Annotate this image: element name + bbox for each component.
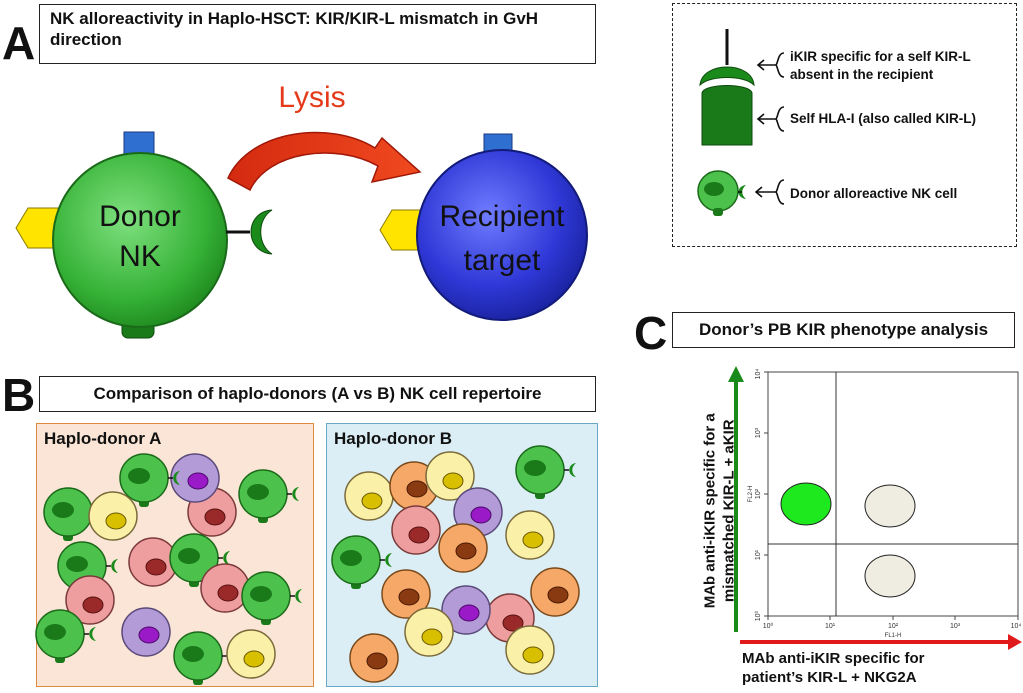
x-axis-label: MAb anti-iKIR specific for patient’s KIR-L + NKG2A [742,650,925,686]
donor-a-label: Haplo-donor A [44,429,162,448]
population-lower-right [865,555,915,597]
x-tick-2: 10² [887,623,899,630]
x-tick-4: 10⁴ [1010,623,1022,630]
population-green [781,483,831,525]
y-axis-label: MAb anti-iKIR specific for a mismatched KIR-L + aKIR [701,413,737,609]
legend-nk-nucleus [704,182,724,196]
y-tick-1: 10¹ [755,549,762,561]
x-tick-0: 10⁰ [762,623,774,630]
panel-c-title: Donor’s PB KIR phenotype analysis [672,312,1015,348]
legend-ikir-cup-icon [700,67,754,85]
panel-b-letter: B [2,369,36,421]
donor-cell-label-1: Donor [99,200,181,233]
legend-nk-stub [713,208,723,216]
donor-b-label: Haplo-donor B [334,429,453,448]
legend-item-hla: Self HLA-I (also called KIR-L) [790,111,977,126]
legend-arrow-1 [758,60,776,70]
x-tick-3: 10³ [949,623,961,630]
panel-a-title: NK alloreactivity in Haplo-HSCT: KIR/KIR-L mismatch in GvH direction [39,4,596,64]
legend-hla-icon [702,86,752,146]
panel-c-letter: C [634,307,668,359]
population-upper-right [865,485,915,527]
recipient-cell-label-1: Recipient [439,200,565,233]
y-tick-4: 10⁴ [755,368,762,380]
x-axis-name: FL1-H [884,633,902,639]
legend-item-nk: Donor alloreactive NK cell [790,186,958,201]
panel-b-title: Comparison of haplo-donors (A vs B) NK cell repertoire [39,376,596,412]
legend-arrow-3 [756,187,776,197]
legend-item-ikir: iKIR specific for a self KIR-L absent in the recipient [790,49,971,82]
donor-cell-label-2: NK [119,240,161,273]
donor-b-cells [332,446,579,682]
y-tick-0: 10⁰ [755,610,762,622]
recipient-cell-label-2: target [463,244,541,277]
lysis-label: Lysis [278,81,346,114]
y-tick-2: 10² [755,488,762,500]
y-axis-name: FL2-H [748,485,754,503]
donor-a-cells [36,454,302,685]
legend-arrow-2 [758,114,776,124]
x-tick-1: 10¹ [824,623,836,630]
y-tick-3: 10³ [755,427,762,439]
panel-a-letter: A [2,17,36,69]
